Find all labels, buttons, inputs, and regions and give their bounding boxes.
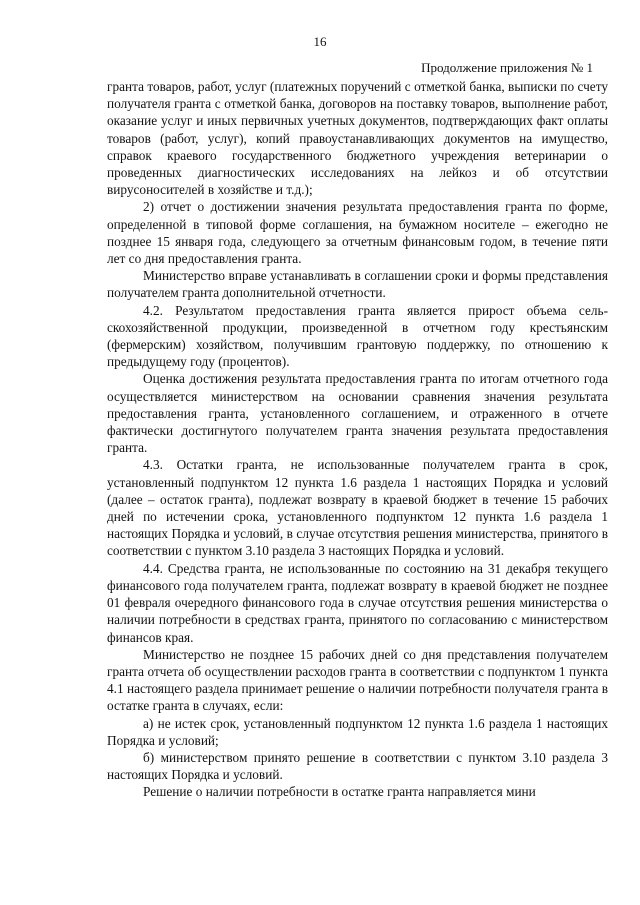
paragraph-ministry-decision: Министерство не позднее 15 рабочих дней со дня представления получателем гранта отчета об осуществлении расходов гранта в соответствии с подпунктом 1 пункта 4.1 настоящего раздела принимает решение о наличии потребности получателя гранта в остатке гранта в случаях, если: <box>107 646 608 714</box>
paragraph-additional-reporting: Министерство вправе устанавливать в соглашении сроки и формы представления получателем гранта дополнительной отчетности. <box>107 268 608 301</box>
appendix-continuation-label: Продолжение приложения № 1 <box>421 60 593 75</box>
paragraph-4-4-unused-funds: 4.4. Средства гранта, не использованные по состоянию на 31 декабря текущего финансового года получателем гранта, подлежат возврату в краевой бюджет не позднее 01 февраля очередного финансового года в случае отсутствия решения министерства о наличии потребности в средствах гранта, принятого по согласованию с министерством финансов края. <box>107 560 608 645</box>
paragraph-report-item-2: 2) отчет о достижении значения результата предоставления гранта по форме, определенной в типовой форме соглашения, на бумажном носителе – ежегодно не позднее 15 января года, следующего за отчетным финансовым годом, в течение пяти лет со дня предоставления гранта. <box>107 199 608 267</box>
paragraph-4-2-result: 4.2. Результатом предоставления гранта является прирост объема сельскохозяйственной продукции, произведенной в отчетном году крестьянским (фермерским) хозяйством, получившим грантовую поддержку, по отношению к предыдущему году (процентов). <box>107 302 608 370</box>
page-number: 16 <box>313 34 327 49</box>
paragraph-case-a: а) не истек срок, установленный подпунктом 12 пункта 1.6 раздела 1 настоящих Порядка и условий; <box>107 715 608 748</box>
body-text <box>107 78 608 801</box>
paragraph-decision-sent: Решение о наличии потребности в остатке гранта направляется мини <box>143 784 536 800</box>
paragraph-case-b: б) министерством принято решение в соответствии с пунктом 3.10 раздела 3 настоящих Порядка и условий. <box>107 749 608 783</box>
paragraph-result-evaluation: Оценка достижения результата предоставления гранта по итогам отчетного года осуществляется министерством на основании сравнения значения результата предоставления гранта, установленного соглашением, и отраженного в отчете фактически достигнутого получателем гранта значения результата предоставления гранта. <box>107 371 608 456</box>
paragraph-documents-list: гранта товаров, работ, услуг (платежных поручений с отметкой банка, выписки по счету получателя гранта с отметкой банка, договоров на поставку товаров, выполнение работ, оказание услуг и иных первичных учетных документов, подтверждающих факт оплаты товаров (работ, услуг), копий правоустанавливающих документов на имущество, справок краевого государственного бюджетного учреждения ветеринарии о проведенных диагностических исследованиях на лейкоз и об отсутствии вирусоносителей в хозяйстве и т.д.); <box>107 79 608 198</box>
paragraph-4-3-grant-remainder: 4.3. Остатки гранта, не использованные получателем гранта в срок, установленный подпунктом 12 пункта 1.6 раздела 1 настоящих Порядка и условий (далее – остаток гранта), подлежат возврату в краевой бюджет в течение 15 рабочих дней по истечении срока, установленного подпунктом 12 пункта 1.6 раздела 1 настоящих Порядка и условий, в случае отсутствия решения министерства, принятого в соответствии с пунктом 3.10 раздела 3 настоящих Порядка и условий. <box>107 457 608 559</box>
